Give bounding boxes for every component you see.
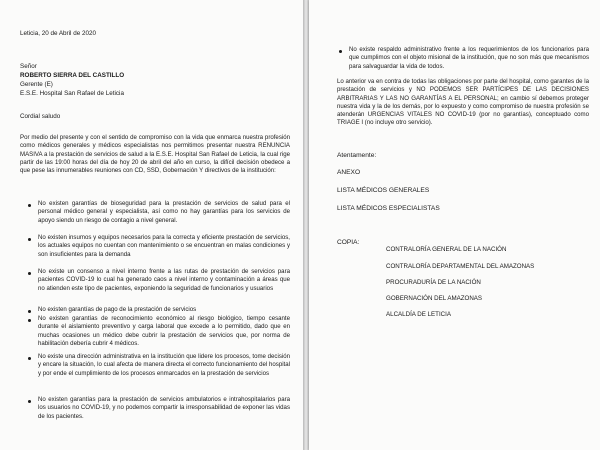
copy-recipient: CONTRALORÍA GENERAL DE LA NACIÓN: [386, 246, 507, 253]
copy-label: COPIA:: [337, 239, 360, 246]
copy-recipient: GOBERNACIÓN DEL AMAZONAS: [386, 295, 483, 302]
signoff: Atentamente:: [337, 152, 377, 159]
bullet-item-payment: No existen garantías de pago de la prestación de servicios: [38, 306, 197, 313]
date-line: Leticia, 20 de Abril de 2020: [20, 30, 96, 37]
letter-page-right: [309, 0, 600, 450]
recipient-org: E.S.E. Hospital San Rafael de Leticia: [20, 90, 124, 97]
bullet-dot: [28, 357, 31, 360]
bullet-item-supplies: No existen insumos y equipos necesarios para la correcta y eficiente prestación de servicios, los actuales equipos no cuentan con mantenimiento o se encuentran en malas condiciones y son insuficientes para la demanda: [38, 234, 290, 258]
bullet-dot: [28, 310, 31, 313]
greeting: Cordial saludo: [20, 113, 61, 120]
copy-recipient: PROCURADURÍA DE LA NACIÓN: [386, 279, 481, 286]
bullet-item-admin-support: No existe respaldo administrativo frente a los requerimientos de los funcionarios para que cumplimos con el objeto misional de la institución, que no son más que mecanismos para salvaguardar la vida de todos.: [349, 46, 589, 70]
recipient-name: ROBERTO SIERRA DEL CASTILLO: [20, 72, 125, 79]
copy-recipient: CONTRALORÍA DEPARTAMENTAL DEL AMAZONAS: [386, 263, 535, 270]
bullet-item-biosafety: No existen garantías de bioseguridad para la prestación de servicios de salud para el personal médico general y especialista, así como no hay garantías para los servicios de apoyo siendo un riesgo de contagio a nivel general.: [38, 200, 290, 224]
annex-item: LISTA MÉDICOS GENERALES: [337, 187, 430, 194]
salutation-title: Señor: [20, 63, 37, 70]
bullet-dot: [28, 400, 31, 403]
recipient-role: Gerente (E): [20, 81, 53, 88]
bullet-dot: [339, 50, 342, 53]
bullet-item-covid-routes: No existe un consenso a nivel interno frente a las rutas de prestación de servicios para pacientes COVID-19 lo cual ha generado caos a nivel interno y contaminación a áreas que no atienden este tipo de pacientes, exponiendo la seguridad de funcionarios y usuarios: [38, 268, 290, 292]
annex-item: LISTA MÉDICOS ESPECIALISTAS: [337, 205, 440, 212]
intro-paragraph: Por medio del presente y con el sentido de compromiso con la vida que enmarca nuestra profesión como médicos generales y médicos especialistas nos permitimos presentar nuestra RENUNCIA MASIVA a la prestación de servicios de salud a la E.S.E. Hospital San Rafael de Leticia, la cual rige partir de las 19:00 horas del día de hoy 20 de abril del año en curso, la difícil decisión obedece a que pese las innumerables reuniones con CD, SSD, Gobernación Y directivos de la institución:: [20, 134, 290, 175]
bullet-dot: [28, 204, 31, 207]
bullet-item-biological-risk: No existen garantías de reconocimiento económico al riesgo biológico, tiempo cesante durante el aislamiento preventivo y carga laboral que excede a lo permitido, dado que en muchas ocasiones un médico debe cubrir la prestación de servicios que, por norma de habilitación debería cubrir 4 médicos.: [38, 315, 290, 347]
annex-item: ANEXO: [337, 169, 361, 176]
bullet-dot: [28, 319, 31, 322]
bullet-dot: [28, 272, 31, 275]
bullet-item-non-covid: No existen garantías para la prestación de servicios ambulatorios e intrahospitalarios para los usuarios no COVID-19, y no podemos compartir la irresponsabilidad de exponer las vidas de los pacientes.: [38, 396, 290, 420]
copy-recipient: ALCALDÍA DE LETICIA: [386, 311, 451, 318]
closing-paragraph: Lo anterior va en contra de todas las obligaciones por parte del hospital, como garantes de la prestación de servicios y NO PODEMOS SER PARTÍCIPES DE LAS DECISIONES ARBITRARIAS Y LAS NO GARANTÍAS A EL PERSONAL; en cambio sí debemos proteger nuestra vida y la de los demás, por lo expuesto y como compromiso de nuestra profesión se atenderán URGENCIAS VITALES NO COVID-19 (por no garantías), conceptuado como TRIAGE I (no incluye otro servicio).: [337, 78, 589, 127]
bullet-item-administration: No existe una dirección administrativa en la institución que lidere los procesos, tome decisión y encare la situación, lo cual afecta de manera directa el correcto funcionamiento del hospital y por ende el cumplimiento de los procesos enmarcados en la prestación de servicios: [38, 353, 290, 377]
bullet-dot: [28, 238, 31, 241]
